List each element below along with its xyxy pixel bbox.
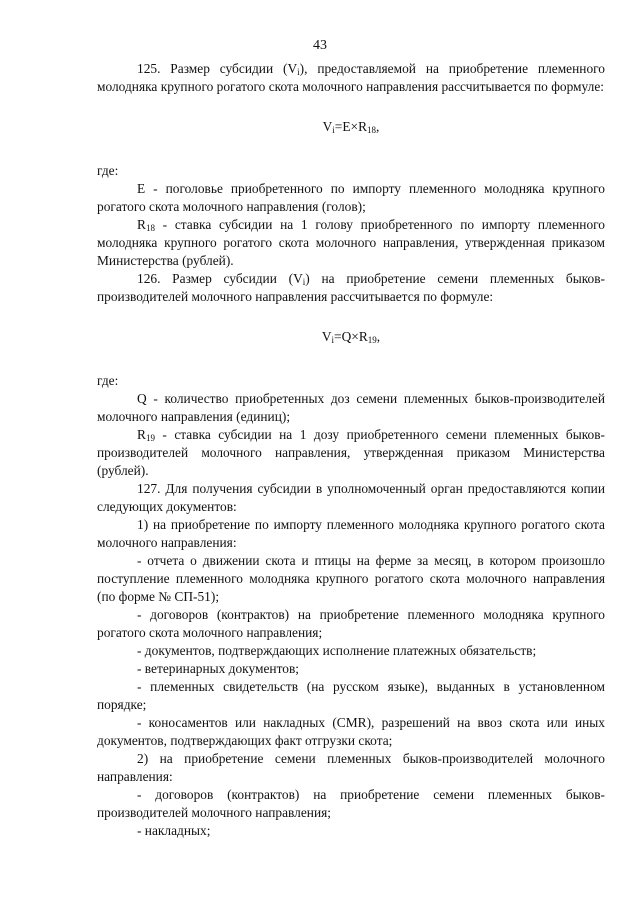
list-item-1-a: - отчета о движении скота и птицы на ферме за месяц, в котором произошло поступление племенного молодняка крупного рогатого скота молочного направления (по форме № СП-51);	[97, 553, 605, 604]
formula-1-sub-i: i	[332, 125, 335, 135]
p125-text: 125. Размер субсидии (V	[137, 61, 298, 76]
where-1: где:	[97, 163, 119, 178]
p125-rest: ), предоставляемой на приобретение племенного молодняка крупного рогатого скота молочного направления рассчитывается по формуле:	[97, 61, 606, 94]
formula-1-end: ,	[376, 119, 380, 134]
list-item-1: 1) на приобретение по импорту племенного молодняка крупного рогатого скота молочного направления:	[97, 517, 605, 550]
formula-1-sub-r: 18	[367, 125, 377, 135]
list-item-1-d: - ветеринарных документов;	[137, 661, 300, 676]
formula-2-sub-r: 19	[367, 335, 377, 345]
page-number: 43	[313, 38, 327, 53]
list-item-1-c: - документов, подтверждающих исполнение платежных обязательств;	[137, 643, 537, 658]
formula-2-mid: =Q×R	[334, 329, 368, 344]
list-item-2-b: - накладных;	[137, 823, 211, 838]
list-item-1-f: - коносаментов или накладных (CMR), разрешений на ввоз скота или иных документов, подтверждающих факт отгрузки скота;	[97, 715, 605, 748]
formula-1-v: V	[322, 119, 333, 134]
formula-2-v: V	[321, 329, 332, 344]
paragraph-126	[97, 270, 605, 306]
list-item-1-b: - договоров (контрактов) на приобретение племенного молодняка крупного рогатого скота молочного направления;	[97, 607, 605, 640]
r18-symbol: R	[137, 217, 146, 232]
list-item-2: 2) на приобретение семени племенных быков-производителей молочного направления:	[97, 751, 605, 784]
definition-e: E - поголовье приобретенного по импорту племенного молодняка крупного рогатого скота молочного направления (голов);	[97, 181, 605, 214]
formula-2	[97, 328, 605, 346]
formula-2-sub-i: i	[331, 335, 335, 345]
definition-r18	[97, 216, 605, 270]
p126-text: 126. Размер субсидии (V	[137, 271, 303, 286]
list-item-1-e: - племенных свидетельств (на русском языке), выданных в установленном порядке;	[97, 679, 605, 712]
r18-sub: 18	[145, 223, 155, 233]
formula-2-end: ,	[376, 329, 381, 344]
p126-rest: ) на приобретение семени племенных быков-производителей молочного направления рассчитывается по формуле:	[97, 271, 606, 304]
r19-symbol: R	[137, 427, 146, 442]
r19-sub: 19	[145, 433, 155, 443]
list-item-2-a: - договоров (контрактов) на приобретение семени племенных быков-производителей молочного направления;	[97, 787, 605, 820]
formula-1	[97, 118, 605, 136]
p125-sub: i	[297, 67, 300, 77]
where-2: где:	[97, 373, 119, 388]
paragraph-127: 127. Для получения субсидии в уполномоченный орган предоставляются копии следующих документов:	[97, 481, 605, 514]
formula-1-mid: =E×R	[334, 119, 368, 134]
p126-sub: i	[302, 277, 306, 287]
r18-text: - ставка субсидии на 1 голову приобретенного по импорту племенного молодняка крупного рогатого скота молочного направления, утвержденная приказом Министерства (рублей).	[97, 217, 605, 268]
document-body	[97, 60, 605, 840]
definition-r19	[97, 426, 605, 480]
r19-text: - ставка субсидии на 1 дозу приобретенного семени племенных быков-производителей молочного направления, утвержденная приказом Министерства (рублей).	[97, 427, 605, 478]
paragraph-125	[97, 60, 605, 96]
definition-q: Q - количество приобретенных доз семени племенных быков-производителей молочного направления (единиц);	[97, 391, 605, 424]
